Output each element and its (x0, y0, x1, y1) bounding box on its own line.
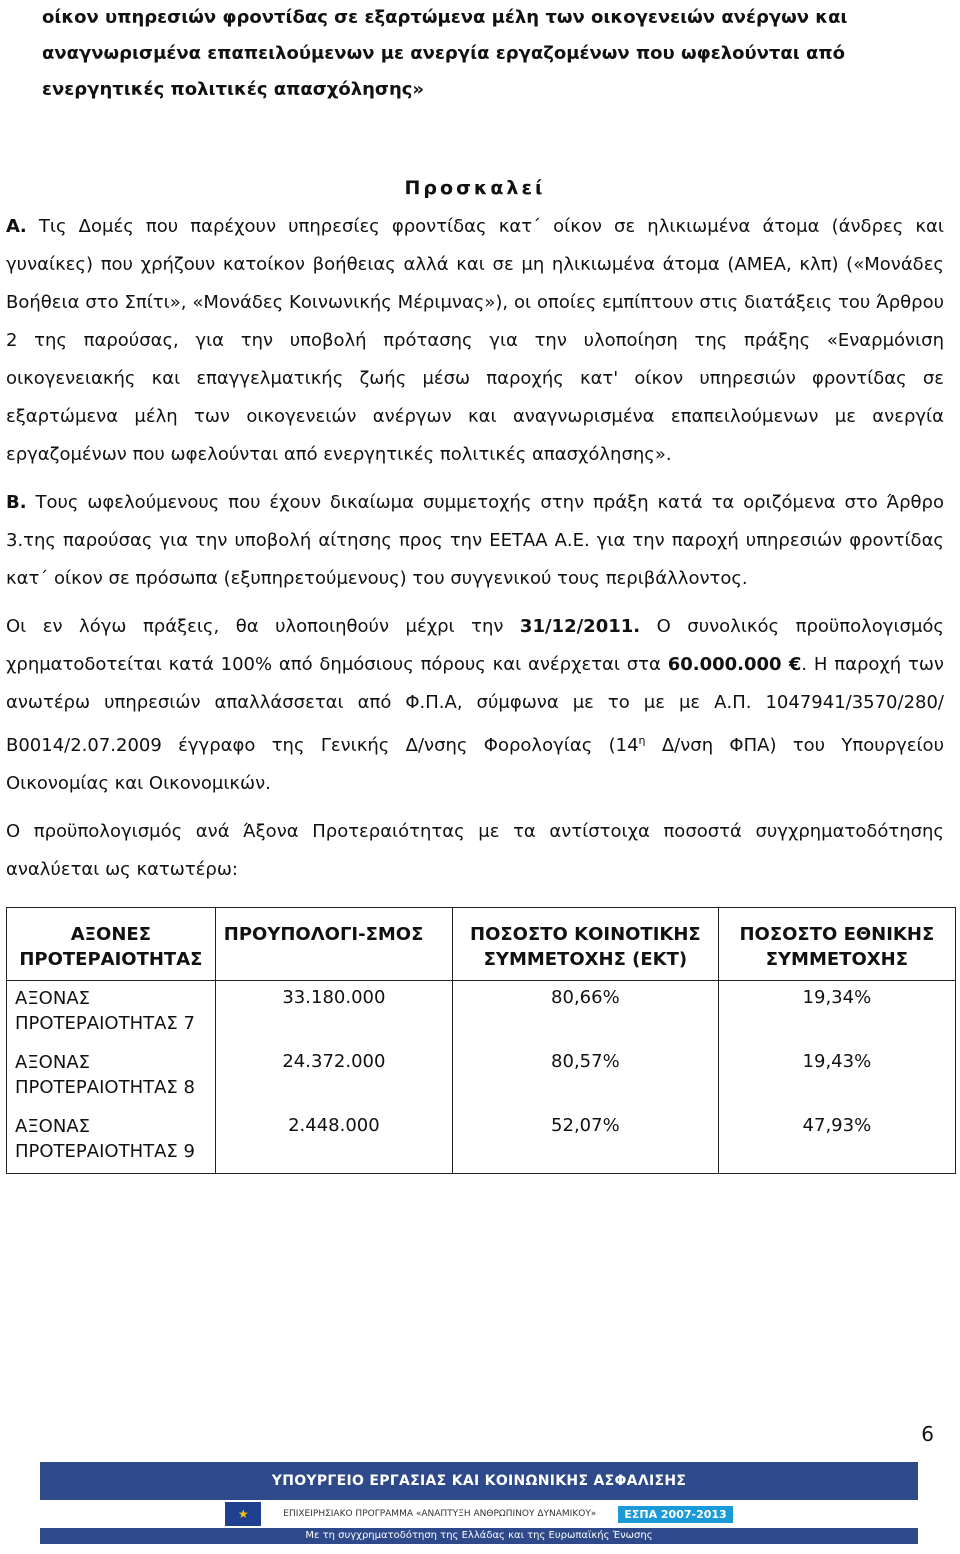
deadline-date: 31/12/2011. (519, 616, 641, 637)
budget-text: Δ/νση ΦΠΑ) του Υπουργείου Οικονομίας και Οικονομικών. (6, 735, 944, 794)
axis-cell: ΑΞΟΝΑΣ ΠΡΟΤΕΡΑΙΟΤΗΤΑΣ 7 (7, 981, 216, 1046)
budget-cell: 33.180.000 (215, 981, 452, 1046)
section-a-marker: Α. (6, 216, 27, 237)
budget-text: Οι εν λόγω πράξεις, θα υλοποιηθούν μέχρι την (6, 616, 520, 637)
eu-share-cell: 52,07% (453, 1109, 719, 1174)
page-number: 6 (921, 1422, 934, 1446)
programme-name: ΕΠΙΧΕΙΡΗΣΙΑΚΟ ΠΡΟΓΡΑΜΜΑ «ΑΝΑΠΤΥΞΗ ΑΝΘΡΩΠΙΝΟΥ ΔΥΝΑΜΙΚΟΥ» (283, 1508, 597, 1519)
cofinance-note: Με τη συγχρηματοδότηση της Ελλάδας και της Ευρωπαϊκής Ένωσης (40, 1528, 918, 1544)
eu-share-cell: 80,66% (453, 981, 719, 1046)
table-row (7, 1045, 956, 1109)
national-share-cell: 19,34% (718, 981, 955, 1046)
header-axes: ΑΞΟΝΕΣ ΠΡΟΤΕΡΑΙΟΤΗΤΑΣ (7, 908, 216, 981)
section-b-marker: Β. (6, 492, 27, 513)
logos-strip (40, 1500, 918, 1528)
intro-line: ενεργητικές πολιτικές απασχόλησης» (42, 79, 425, 100)
axis-cell: ΑΞΟΝΑΣ ΠΡΟΤΕΡΑΙΟΤΗΤΑΣ 8 (7, 1045, 216, 1109)
national-share-cell: 19,43% (718, 1045, 955, 1109)
document-page (6, 0, 944, 1174)
header-eu-share: ΠΟΣΟΣΤΟ ΚΟΙΝΟΤΙΚΗΣ ΣΥΜΜΕΤΟΧΗΣ (ΕΚΤ) (453, 908, 719, 981)
budget-cell: 24.372.000 (215, 1045, 452, 1109)
table-row (7, 1109, 956, 1174)
eu-flag-icon: ★ (225, 1502, 261, 1526)
budget-paragraph (6, 608, 944, 803)
budget-text: Ο συνολικός προϋπολογισμός χρηματοδοτείται κατά 100% από δημόσιους πόρους και ανέρχεται στα (6, 616, 944, 675)
section-b-paragraph (6, 484, 944, 598)
national-share-cell: 47,93% (718, 1109, 955, 1174)
table-intro: Ο προϋπολογισμός ανά Άξονα Προτεραιότητας με τα αντίστοιχα ποσοστά συγχρηματοδότησης αναλύεται ως κατωτέρω: (6, 821, 944, 880)
header-budget: ΠΡΟΥΠΟΛΟΓΙ-ΣΜΟΣ (215, 908, 452, 981)
total-amount: 60.000.000 € (667, 654, 802, 675)
section-b-text: Τους ωφελούμενους που έχουν δικαίωμα συμμετοχής στην πράξη κατά τα οριζόμενα στο Άρθρο 3.της παρούσας για την υποβολή αίτησης προς την ΕΕΤΑΑ Α.Ε. για την παροχή υπηρεσιών φροντίδας κατ΄ οίκον σε πρόσωπα (εξυπηρετούμενους) του συγγενικού τους περιβάλλοντος. (6, 492, 944, 589)
header-national-share: ΠΟΣΟΣΤΟ ΕΘΝΙΚΗΣ ΣΥΜΜΕΤΟΧΗΣ (718, 908, 955, 981)
table-row (7, 981, 956, 1046)
section-a-text: Τις Δομές που παρέχουν υπηρεσίες φροντίδας κατ΄ οίκον σε ηλικιωμένα άτομα (άνδρες και γυναίκες) που χρήζουν κατοίκον βοήθειας αλλά και σε μη ηλικιωμένα άτομα (ΑΜΕΑ, κλπ) («Μονάδες Βοήθεια στο Σπίτι», «Μονάδες Κοινωνικής Μέριμνας»), οι οποίες εμπίπτουν στις διατάξεις του Άρθρου 2 της παρούσας, για την υποβολή πρότασης για την υλοποίηση της πράξης «Εναρμόνιση οικογενειακής και επαγγελματικής ζωής μέσω παροχής κατ' οίκον υπηρεσιών φροντίδας σε εξαρτώμενα μέλη των οικογενειών ανέργων και αναγνωρισμένα επαπειλούμενων με ανεργία εργαζομένων που ωφελούνται από ενεργητικές πολιτικές απασχόλησης». (6, 216, 944, 465)
budget-cell: 2.448.000 (215, 1109, 452, 1174)
intro-line: οίκον υπηρεσιών φροντίδας σε εξαρτώμενα μέλη των οικογενειών ανέργων και (42, 7, 848, 28)
section-a-paragraph (6, 208, 944, 474)
budget-table (6, 907, 956, 1174)
axis-cell: ΑΞΟΝΑΣ ΠΡΟΤΕΡΑΙΟΤΗΤΑΣ 9 (7, 1109, 216, 1174)
budget-text: . Η παροχή των ανωτέρω υπηρεσιών απαλλάσσεται από Φ.Π.Α, σύμφωνα με το με με Α.Π. 1047941/3570/280/Β0014/2.07.2009 έγγραφο της Γενικής Δ/νσης Φορολογίας (14 (6, 654, 944, 756)
table-header-row (7, 908, 956, 981)
ordinal-superscript: η (638, 734, 646, 747)
footer-banner (40, 1462, 918, 1544)
intro-line: αναγνωρισμένα επαπειλούμενων με ανεργία εργαζομένων που ωφελούνται από (42, 43, 845, 64)
espa-logo: ΕΣΠΑ 2007-2013 (618, 1506, 732, 1523)
section-heading: Προσκαλεί (404, 177, 546, 199)
eu-share-cell: 80,57% (453, 1045, 719, 1109)
ministry-banner: ΥΠΟΥΡΓΕΙΟ ΕΡΓΑΣΙΑΣ ΚΑΙ ΚΟΙΝΩΝΙΚΗΣ ΑΣΦΑΛΙΣΗΣ (40, 1462, 918, 1500)
